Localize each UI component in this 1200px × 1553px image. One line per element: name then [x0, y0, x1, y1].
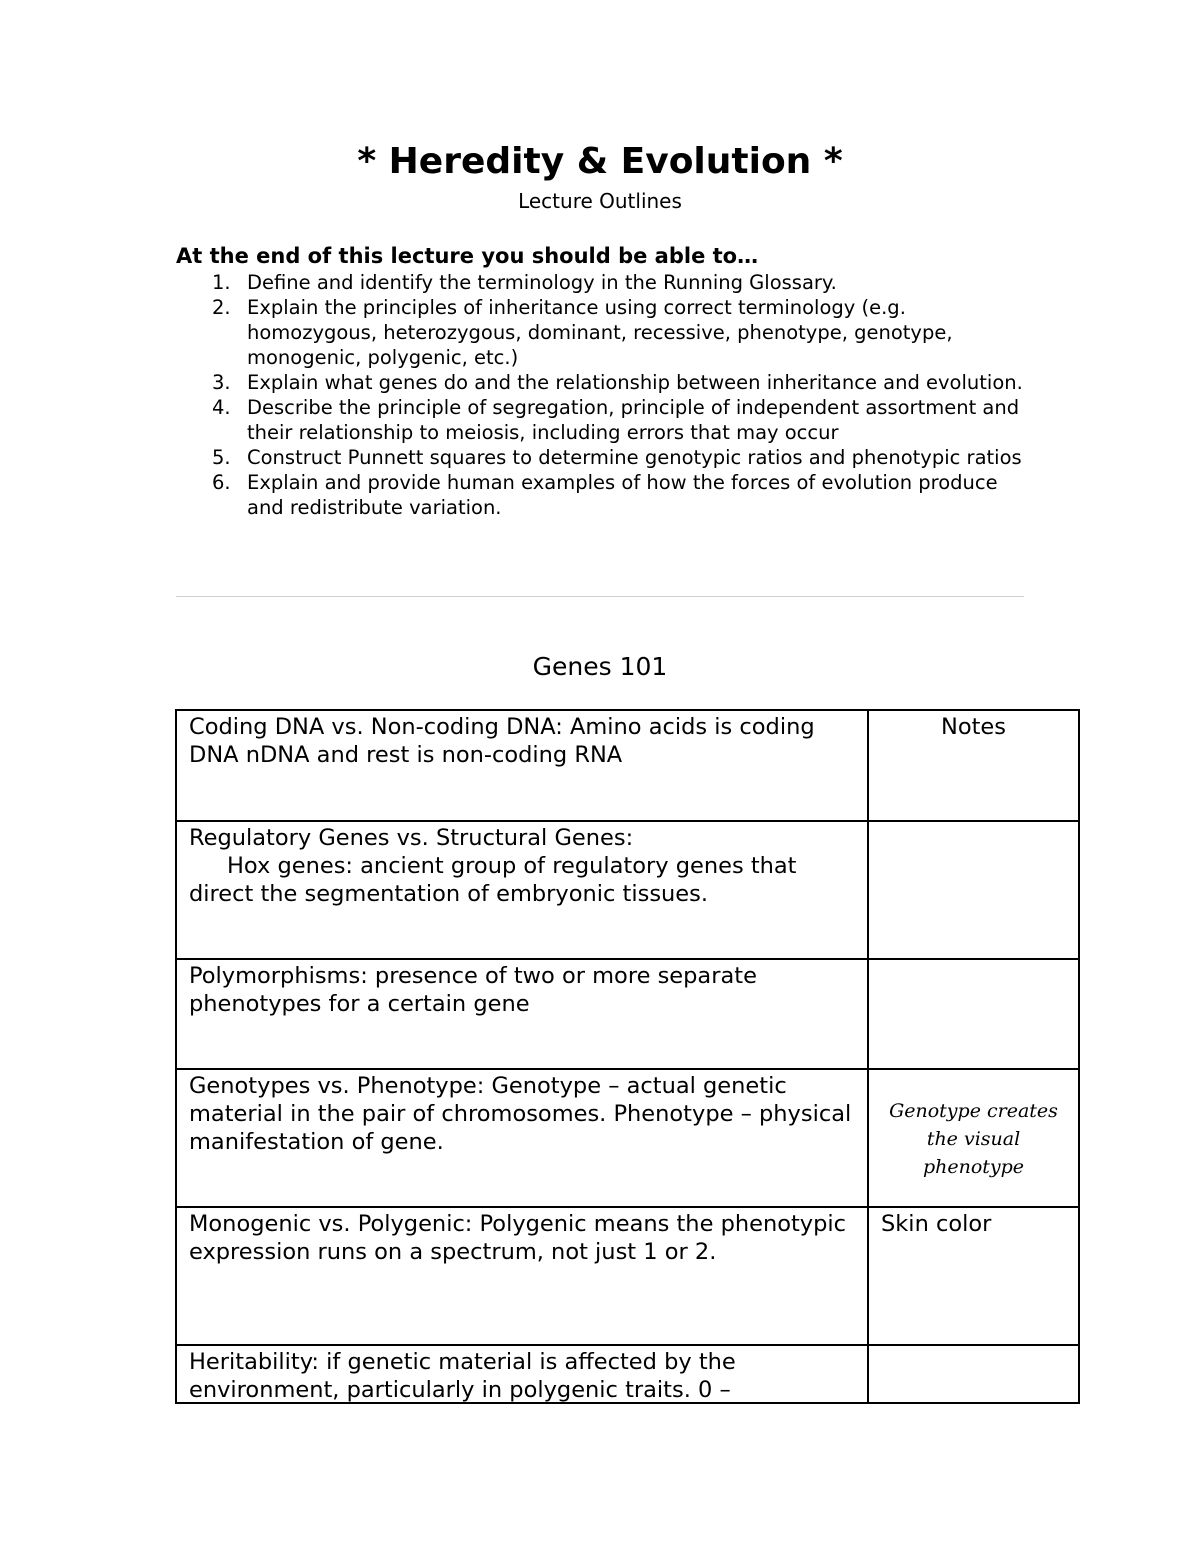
objective-number: 6. [212, 471, 231, 494]
objective-text: Define and identify the terminology in the Running Glossary. [247, 271, 837, 294]
handwritten-note: Genotype creates the visual phenotype [889, 1100, 1058, 1178]
term-cell: Coding DNA vs. Non-coding DNA: Amino acids is coding DNA nDNA and rest is non-coding RNA [176, 710, 868, 821]
table-row [176, 1069, 1079, 1207]
table-row [176, 1345, 1079, 1403]
document-subtitle: Lecture Outlines [518, 189, 682, 213]
note-cell [868, 821, 1079, 959]
objective-item [176, 295, 1026, 370]
genes-table [175, 709, 1080, 1404]
genes-section-title: Genes 101 [532, 652, 668, 681]
notes-header-cell: Notes [868, 710, 1079, 821]
table-row [176, 710, 1079, 821]
objective-item [176, 370, 1026, 395]
term-detail-hox [189, 852, 855, 908]
section-divider [176, 596, 1024, 597]
table-row [176, 959, 1079, 1069]
objective-text: Describe the principle of segregation, principle of independent assortment and their relationship to meiosis, including errors that may occur [247, 396, 1020, 444]
note-cell [868, 959, 1079, 1069]
table-row [176, 1207, 1079, 1345]
objective-number: 4. [212, 396, 231, 419]
note-cell: Skin color [868, 1207, 1079, 1345]
term-cell: Polymorphisms: presence of two or more separate phenotypes for a certain gene [176, 959, 868, 1069]
term-text: Regulatory Genes vs. Structural Genes: [189, 825, 634, 851]
objective-number: 2. [212, 296, 231, 319]
objective-item [176, 270, 1026, 295]
objective-number: 1. [212, 271, 231, 294]
term-detail-text: Hox genes: ancient group of regulatory genes that direct the segmentation of embryonic tissues. [189, 853, 797, 907]
term-cell: Monogenic vs. Polygenic: Polygenic means the phenotypic expression runs on a spectrum, not just 1 or 2. [176, 1207, 868, 1345]
objective-item [176, 445, 1026, 470]
objective-item [176, 395, 1026, 445]
objective-item [176, 470, 1026, 520]
objective-text: Explain and provide human examples of how the forces of evolution produce and redistribute variation. [247, 471, 998, 519]
objective-text: Construct Punnett squares to determine genotypic ratios and phenotypic ratios [247, 446, 1022, 469]
document-title: * Heredity & Evolution * [357, 141, 843, 182]
objective-number: 5. [212, 446, 231, 469]
note-cell [868, 1069, 1079, 1207]
term-cell [176, 821, 868, 959]
objective-text: Explain what genes do and the relationship between inheritance and evolution. [247, 371, 1023, 394]
objective-text: Explain the principles of inheritance using correct terminology (e.g. homozygous, heterozygous, dominant, recessive, phenotype, genotype, monogenic, polygenic, etc.) [247, 296, 953, 369]
term-cell [176, 1345, 868, 1403]
note-cell [868, 1345, 1079, 1403]
objectives-list [176, 270, 1026, 520]
term-cell: Genotypes vs. Phenotype: Genotype – actual genetic material in the pair of chromosomes. Phenotype – physical manifestation of gene. [176, 1069, 868, 1207]
objective-number: 3. [212, 371, 231, 394]
objectives-heading: At the end of this lecture you should be able to… [176, 244, 759, 268]
term-text: Heritability: if genetic material is affected by the environment, particularly in polygenic traits. 0 – [189, 1349, 736, 1402]
table-row [176, 821, 1079, 959]
